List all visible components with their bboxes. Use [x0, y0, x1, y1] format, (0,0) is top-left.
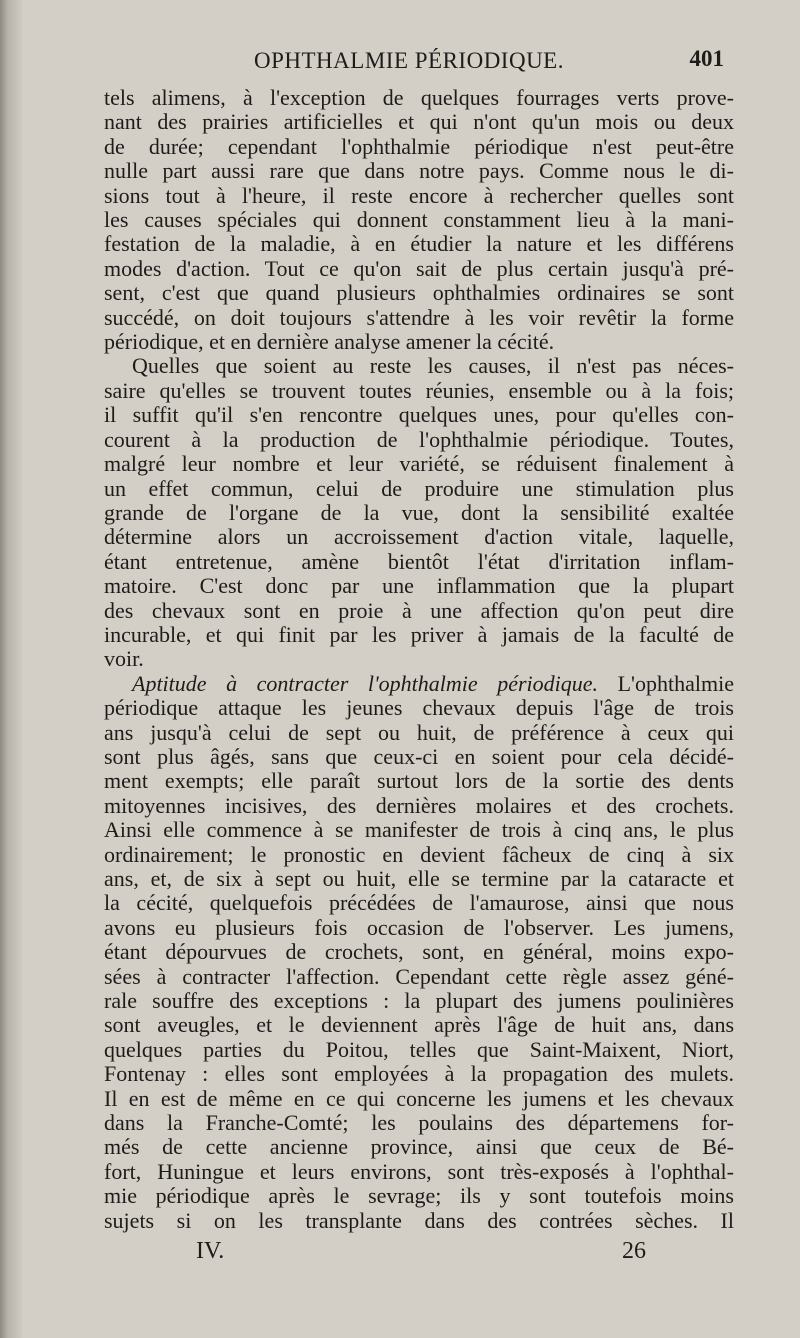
text-line: de durée; cependant l'ophthalmie périodique n'est peut-être: [104, 133, 734, 159]
text-line: étant entretenue, amène bientôt l'état d'irritation inflam-: [104, 548, 734, 574]
text-line: saire qu'elles se trouvent toutes réunies, ensemble ou à la fois;: [104, 377, 734, 403]
book-spine-shadow: [0, 0, 22, 1338]
page-number: 401: [689, 46, 724, 71]
text-line: étant dépourvues de crochets, sont, en général, moins expo-: [104, 939, 734, 965]
text-line: mitoyennes incisives, des dernières molaires et des crochets.: [104, 792, 734, 818]
text-line: mie périodique après le sevrage; ils y sont toutefois moins: [104, 1183, 734, 1209]
text-line: sent, c'est que quand plusieurs ophthalmies ordinaires se sont: [104, 280, 734, 306]
text-line: périodique attaque les jeunes chevaux depuis l'âge de trois: [104, 695, 734, 721]
text-line: succédé, on doit toujours s'attendre à les voir revêtir la forme: [104, 304, 734, 330]
text-line: sées à contracter l'affection. Cependant cette règle assez géné-: [104, 963, 734, 989]
text-line: Fontenay : elles sont employées à la propagation des mulets.: [104, 1061, 734, 1087]
book-page: [22, 0, 800, 1338]
text-line: quelques parties du Poitou, telles que Saint-Maixent, Niort,: [104, 1036, 734, 1062]
text-line: périodique, et en dernière analyse amener la cécité.: [104, 329, 555, 355]
signature-volume: IV.: [196, 1238, 225, 1264]
text-line: un effet commun, celui de produire une stimulation plus: [104, 475, 734, 501]
text-line: tels alimens, à l'exception de quelques fourrages verts prove-: [104, 85, 734, 110]
paragraph-2: [104, 354, 734, 671]
text-line: matoire. C'est donc par une inflammation que la plupart: [104, 573, 734, 599]
text-line: festation de la maladie, à en étudier la nature et les différens: [104, 231, 734, 257]
running-header: [104, 46, 734, 80]
text-line: ment exempts; elle paraît surtout lors de la sortie des dents: [104, 768, 734, 794]
text-line: malgré leur nombre et leur variété, se réduisent finalement à: [104, 451, 734, 477]
section-heading: Aptitude à contracter l'ophthalmie périodique.: [132, 670, 599, 696]
paragraph-3: [104, 672, 734, 1233]
text-line: nulle part aussi rare que dans notre pays. Comme nous le di-: [104, 158, 734, 184]
text-line: rale souffre des exceptions : la plupart des jumens poulinières: [104, 988, 734, 1014]
text-line: courent à la production de l'ophthalmie périodique. Toutes,: [104, 426, 734, 452]
text-line: Quelles que soient au reste les causes, il n'est pas néces-: [132, 353, 734, 379]
text-line: voir.: [104, 646, 144, 672]
text-line: des chevaux sont en proie à une affection qu'on peut dire: [104, 597, 734, 623]
text-line: les causes spéciales qui donnent constamment lieu à la mani-: [104, 207, 734, 233]
text-line-with-heading: [104, 672, 734, 696]
paragraph-1: [104, 86, 734, 354]
text-line: grande de l'organe de la vue, dont la sensibilité exaltée: [104, 499, 734, 525]
text-line: dans la Franche-Comté; les poulains des départemens for-: [104, 1110, 734, 1136]
text-line: sions tout à l'heure, il reste encore à rechercher quelles sont: [104, 182, 734, 208]
body-text: [104, 86, 734, 1233]
text-line: sujets si on les transplante dans des contrées sèches. Il: [104, 1207, 734, 1233]
text-line: détermine alors un accroissement d'action vitale, laquelle,: [104, 524, 734, 550]
text-line: il suffit qu'il s'en rencontre quelques unes, pour qu'elles con-: [104, 402, 734, 428]
page-footer: [104, 1238, 734, 1268]
text-line: la cécité, quelquefois précédées de l'amaurose, ainsi que nous: [104, 890, 734, 916]
text-line: fort, Huningue et leurs environs, sont très-exposés à l'ophthal-: [104, 1158, 734, 1184]
running-title: OPHTHALMIE PÉRIODIQUE.: [254, 48, 564, 73]
text-line: incurable, et qui finit par les priver à jamais de la faculté de: [104, 621, 734, 647]
text-line: sont aveugles, et le deviennent après l'âge de huit ans, dans: [104, 1012, 734, 1038]
text-line: Il en est de même en ce qui concerne les jumens et les chevaux: [104, 1085, 734, 1111]
text-line: més de cette ancienne province, ainsi que ceux de Bé-: [104, 1134, 734, 1160]
text-line: modes d'action. Tout ce qu'on sait de plus certain jusqu'à pré-: [104, 255, 734, 281]
text-line: avons eu plusieurs fois occasion de l'observer. Les jumens,: [104, 914, 734, 940]
signature-number: 26: [622, 1238, 646, 1264]
heading-line-rest: L'ophthalmie: [598, 670, 734, 696]
text-line: ordinairement; le pronostic en devient fâcheux de cinq à six: [104, 841, 734, 867]
text-line: ans jusqu'à celui de sept ou huit, de préférence à ceux qui: [104, 719, 734, 745]
text-line: ans, et, de six à sept ou huit, elle se termine par la cataracte et: [104, 866, 734, 891]
text-line: Ainsi elle commence à se manifester de trois à cinq ans, le plus: [104, 817, 734, 843]
text-line: sont plus âgés, sans que ceux-ci en soient pour cela décidé-: [104, 743, 734, 769]
text-line: nant des prairies artificielles et qui n'ont qu'un mois ou deux: [104, 109, 734, 135]
